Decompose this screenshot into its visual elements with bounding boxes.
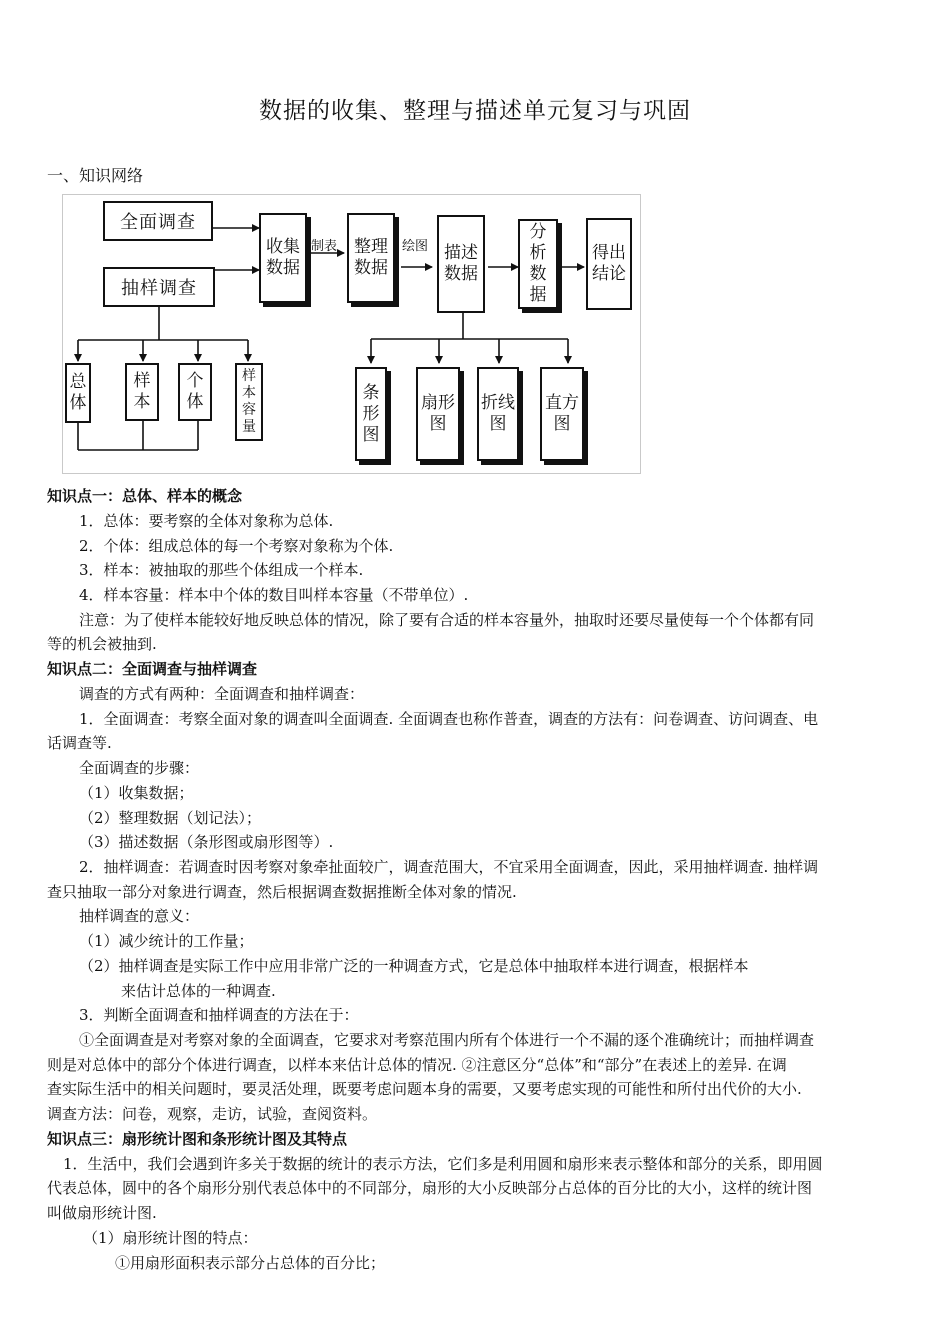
full-survey-box: 全面调查 [103, 201, 213, 241]
population-box: 总体 [65, 363, 91, 423]
organize-data-box: 整理数据 [347, 213, 395, 303]
paragraph-line: （1）减少统计的工作量； [79, 932, 254, 950]
paragraph-line: 抽样调查的意义： [79, 907, 200, 925]
paragraph-line: 查实际生活中的相关问题时，要灵活处理，既要考虑问题本身的需要，又要考虑实现的可能性和所付出代价的大小. [47, 1080, 802, 1098]
paragraph-line: 2．个体：组成总体的每一个考察对象称为个体. [79, 537, 394, 555]
analyze-data-box: 分析数据 [518, 219, 558, 309]
paragraph-line: 2．抽样调查：若调查时因考察对象牵扯面较广，调查范围大，不宜采用全面调查，因此，采用抽样调查. 抽样调 [79, 858, 819, 876]
page-title: 数据的收集、整理与描述单元复习与巩固 [259, 98, 691, 124]
paragraph-line: 调查方法：问卷，观察，走访，试验，查阅资料。 [47, 1105, 378, 1123]
bar-chart-box: 条形图 [355, 367, 387, 461]
paragraph-line: 1．生活中，我们会遇到许多关于数据的统计的表示方法，它们多是利用圆和扇形来表示整体和部分的关系，即用圆 [63, 1155, 823, 1173]
paragraph-line: （1）收集数据； [79, 784, 194, 802]
paragraph-line: （3）描述数据（条形图或扇形图等）. [79, 833, 334, 851]
paragraph-line: （2）抽样调查是实际工作中应用非常广泛的一种调查方式，它是总体中抽取样本进行调查，根据样本 [79, 957, 749, 975]
paragraph-line: 注意：为了使样本能较好地反映总体的情况，除了要有合适的样本容量外，抽取时还要尽量使每一个个体都有同 [79, 611, 815, 629]
pie-chart-box: 扇形图 [416, 367, 460, 461]
heading-point-2: 知识点二：全面调查与抽样调查 [47, 660, 258, 678]
paragraph-line: 叫做扇形统计图. [47, 1204, 157, 1222]
individual-box: 个体 [178, 363, 212, 421]
collect-data-box: 收集数据 [259, 213, 307, 303]
line-chart-box: 折线图 [477, 367, 519, 461]
paragraph-line: 话调查等. [47, 734, 112, 752]
sample-box: 样本 [125, 363, 159, 421]
paragraph-line: （1）扇形统计图的特点： [83, 1229, 258, 1247]
knowledge-network-diagram [62, 194, 641, 474]
paragraph-line: 调查的方式有两种：全面调查和抽样调查： [79, 685, 365, 703]
paragraph-line: ①用扇形面积表示部分占总体的百分比； [115, 1254, 386, 1272]
paragraph-line: 3．样本：被抽取的那些个体组成一个样本. [79, 561, 364, 579]
paragraph-line: （2）整理数据（划记法）； [79, 809, 262, 827]
paragraph-line: 1．全面调查：考察全面对象的调查叫全面调查. 全面调查也称作普查，调查的方法有：问卷调查、访问调查、电 [79, 710, 819, 728]
paragraph-line: 等的机会被抽到. [47, 635, 157, 653]
paragraph-line: 4．样本容量：样本中个体的数目叫样本容量（不带单位）. [79, 586, 469, 604]
paragraph-line: 3．判断全面调查和抽样调查的方法在于： [79, 1006, 359, 1024]
heading-point-1: 知识点一：总体、样本的概念 [47, 487, 243, 505]
describe-data-box: 描述数据 [437, 215, 485, 313]
paragraph-line: ①全面调查是对考察对象的全面调查，它要求对考察范围内所有个体进行一个不漏的逐个准确统计；而抽样调查 [79, 1031, 815, 1049]
histogram-box: 直方图 [540, 367, 584, 461]
sample-survey-box: 抽样调查 [103, 267, 215, 307]
section-heading: 一、知识网络 [47, 166, 144, 185]
paragraph-line: 查只抽取一部分对象进行调查，然后根据调查数据推断全体对象的情况. [47, 883, 517, 901]
heading-point-3: 知识点三：扇形统计图和条形统计图及其特点 [47, 1130, 348, 1148]
tabulate-label: 制表 [311, 239, 338, 254]
paragraph-line: 则是对总体中的部分个体进行调查，以样本来估计总体的情况. ②注意区分“总体”和“部分”在表述上的差异. 在调 [47, 1056, 787, 1074]
sample-size-box: 样本容量 [235, 363, 263, 441]
draw-label: 绘图 [402, 239, 429, 254]
paragraph-line: 全面调查的步骤： [79, 759, 200, 777]
draw-conclusion-box: 得出结论 [586, 218, 632, 310]
paragraph-line: 代表总体，圆中的各个扇形分别代表总体中的不同部分，扇形的大小反映部分占总体的百分比的大小，这样的统计图 [47, 1179, 813, 1197]
paragraph-line: 1．总体：要考察的全体对象称为总体. [79, 512, 334, 530]
paragraph-line: 来估计总体的一种调查. [121, 982, 276, 1000]
